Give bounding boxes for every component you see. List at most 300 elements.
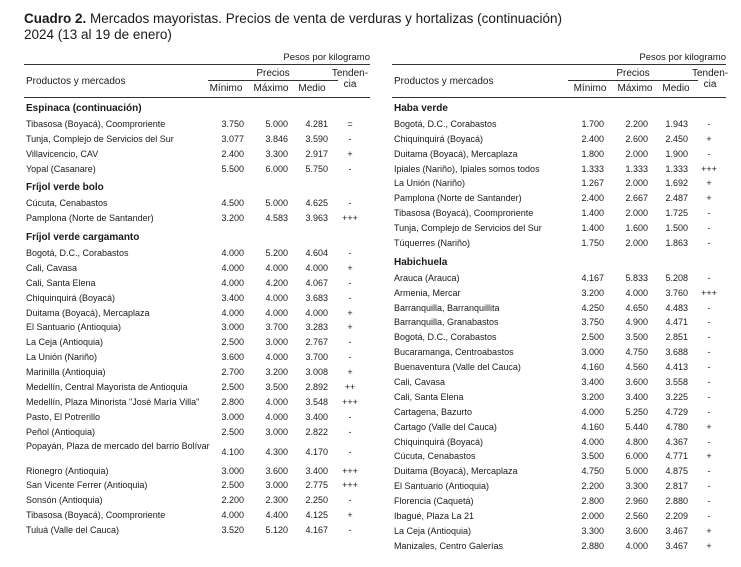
product-section-heading (24, 231, 370, 246)
max-price: 2.000 (625, 178, 648, 189)
trend-indicator: - (707, 118, 711, 129)
table-row (24, 276, 370, 291)
trend-indicator: - (348, 163, 352, 174)
trend-indicator: + (706, 525, 712, 536)
max-price: 3.300 (265, 148, 288, 159)
trend-indicator: + (706, 193, 712, 204)
max-price: 2.960 (625, 496, 648, 507)
avg-price: 3.683 (305, 292, 328, 303)
max-price: 6.000 (265, 163, 288, 174)
avg-price: 4.000 (305, 307, 328, 318)
avg-price: 1.863 (665, 238, 688, 249)
trend-indicator: + (706, 178, 712, 189)
max-price: 4.000 (265, 396, 288, 407)
trend-indicator: - (707, 223, 711, 234)
avg-price: 2.917 (305, 148, 328, 159)
table-row (392, 539, 726, 554)
trend-indicator: + (706, 133, 712, 144)
min-price: 3.200 (221, 213, 244, 224)
trend-indicator: ++ (344, 382, 356, 393)
trend-indicator: - (707, 347, 711, 358)
table-row (24, 132, 370, 147)
product-name: Haba verde (394, 103, 448, 114)
market-name: Barranquilla, Barranquillita (394, 302, 500, 313)
table-row (392, 315, 726, 330)
trend-indicator: +++ (342, 213, 358, 224)
max-price: 1.600 (625, 223, 648, 234)
trend-header (692, 68, 728, 90)
min-price: 4.000 (221, 262, 244, 273)
market-name: Bogotá, D.C., Corabastos (26, 248, 129, 259)
table-row (392, 345, 726, 360)
max-price: 3.000 (265, 426, 288, 437)
max-price: 5.000 (265, 198, 288, 209)
table-row (392, 162, 726, 177)
avg-price: 1.725 (665, 208, 688, 219)
avg-price: 2.767 (305, 337, 328, 348)
trend-indicator: + (347, 510, 353, 521)
table-number: Cuadro 2. (24, 11, 87, 26)
min-price: 1.400 (581, 223, 604, 234)
trend-indicator: - (707, 362, 711, 373)
min-price: 3.077 (221, 133, 244, 144)
min-price: 4.500 (221, 198, 244, 209)
trend-indicator: + (347, 367, 353, 378)
trend-indicator: - (348, 292, 352, 303)
min-price: 1.750 (581, 238, 604, 249)
market-name: Cartago (Valle del Cauca) (394, 421, 497, 432)
trend-indicator: + (347, 322, 353, 333)
max-price: 4.750 (625, 347, 648, 358)
avg-price: 4.729 (665, 406, 688, 417)
table-row (24, 395, 370, 410)
max-price: 3.300 (625, 481, 648, 492)
min-price: 4.000 (221, 510, 244, 521)
table-row (392, 286, 726, 301)
max-price: 4.583 (265, 213, 288, 224)
table-row (24, 147, 370, 162)
table-row (392, 464, 726, 479)
market-name: Medellín, Central Mayorista de Antioquia (26, 382, 188, 393)
table-row (24, 291, 370, 306)
trend-indicator: - (348, 525, 352, 536)
max-price: 5.120 (265, 525, 288, 536)
trend-indicator: - (707, 377, 711, 388)
min-price: 3.500 (581, 451, 604, 462)
trend-indicator: - (348, 352, 352, 363)
max-price: 5.000 (265, 118, 288, 129)
min-price: 2.400 (221, 148, 244, 159)
max-price: 2.600 (625, 133, 648, 144)
trend-indicator: - (348, 446, 352, 457)
market-name: Rionegro (Antioquia) (26, 465, 109, 476)
table-title-text: Mercados mayoristas. Precios de venta de verduras y hortalizas (continuación) (86, 11, 562, 26)
trend-indicator: + (347, 262, 353, 273)
max-price: 3.700 (265, 322, 288, 333)
market-name: Marinilla (Antioquia) (26, 367, 106, 378)
trend-indicator: - (707, 496, 711, 507)
table-row (392, 176, 726, 191)
table-row (24, 117, 370, 132)
avg-price: 4.000 (305, 262, 328, 273)
trend-indicator: - (707, 317, 711, 328)
avg-price: 3.700 (305, 352, 328, 363)
market-name: Popayán, Plaza de mercado del barrio Bolívar (26, 440, 210, 451)
trend-indicator: + (347, 307, 353, 318)
min-price: 4.000 (221, 307, 244, 318)
product-name: Fríjol verde cargamanto (26, 232, 140, 244)
table-row (392, 479, 726, 494)
trend-indicator: +++ (342, 396, 358, 407)
trend-indicator: + (706, 540, 712, 551)
table-row (392, 375, 726, 390)
market-name: Tibasosa (Boyacá), Coomproriente (26, 510, 166, 521)
table-row (24, 523, 370, 538)
trend-indicator: = (347, 118, 353, 129)
market-name: Tibasosa (Boyacá), Coomproriente (26, 118, 166, 129)
min-price: 2.200 (221, 495, 244, 506)
min-price: 2.800 (221, 396, 244, 407)
table-row (24, 162, 370, 177)
min-price: 3.520 (221, 525, 244, 536)
table-row (392, 435, 726, 450)
trend-indicator: - (348, 426, 352, 437)
max-price: 4.000 (625, 287, 648, 298)
avg-price: 4.367 (665, 436, 688, 447)
trend-header-line1: Tenden- (692, 68, 729, 79)
min-price: 2.500 (221, 480, 244, 491)
market-name: Bucaramanga, Centroabastos (394, 347, 514, 358)
market-name: Cali, Cavasa (394, 377, 446, 388)
min-header: Mínimo (573, 83, 607, 94)
avg-price: 2.851 (665, 332, 688, 343)
max-price: 4.300 (265, 446, 288, 457)
min-price: 4.160 (581, 421, 604, 432)
trend-indicator: - (348, 495, 352, 506)
avg-price: 4.067 (305, 277, 328, 288)
market-name: Duitama (Boyacá), Mercaplaza (394, 148, 518, 159)
trend-indicator: - (348, 198, 352, 209)
max-price: 1.333 (625, 163, 648, 174)
max-price: 4.000 (265, 307, 288, 318)
table-row (392, 405, 726, 420)
trend-indicator: + (706, 451, 712, 462)
table-row (24, 410, 370, 425)
min-price: 2.000 (581, 511, 604, 522)
avg-price: 2.487 (665, 193, 688, 204)
min-price: 3.000 (221, 465, 244, 476)
max-price: 2.000 (625, 208, 648, 219)
product-name: Espinaca (continuación) (26, 103, 142, 114)
min-price: 2.500 (581, 332, 604, 343)
min-price: 2.500 (221, 426, 244, 437)
max-header: Máximo (253, 83, 289, 94)
market-name: La Unión (Nariño) (394, 178, 466, 189)
table-row (392, 271, 726, 286)
trend-indicator: +++ (342, 480, 358, 491)
left-rows (24, 102, 370, 538)
min-price: 1.800 (581, 148, 604, 159)
table-row (24, 196, 370, 211)
table-row (24, 380, 370, 395)
market-name: Peñol (Antioquia) (26, 426, 96, 437)
market-name: Buenaventura (Valle del Cauca) (394, 362, 521, 373)
market-name: Barranquilla, Granabastos (394, 317, 499, 328)
trend-indicator: - (348, 248, 352, 259)
avg-price: 4.471 (665, 317, 688, 328)
trend-header (328, 68, 372, 90)
avg-price: 1.692 (665, 178, 688, 189)
trend-indicator: +++ (701, 163, 717, 174)
market-name: Manizales, Centro Galerías (394, 540, 504, 551)
table-row (392, 301, 726, 316)
avg-header: Medio (298, 83, 326, 94)
market-name: Ipiales (Nariño), Ipiales somos todos (394, 163, 540, 174)
min-price: 1.267 (581, 178, 604, 189)
max-price: 5.200 (265, 248, 288, 259)
trend-indicator: +++ (342, 465, 358, 476)
product-name: Habichuela (394, 256, 448, 268)
market-name: Chiquinquirá (Boyacá) (394, 436, 484, 447)
avg-price: 2.250 (305, 495, 328, 506)
avg-price: 3.283 (305, 322, 328, 333)
min-price: 3.000 (221, 322, 244, 333)
table-row (392, 449, 726, 464)
avg-price: 4.167 (305, 525, 328, 536)
max-price: 2.000 (625, 238, 648, 249)
avg-price: 4.170 (305, 446, 328, 457)
max-price: 3.600 (625, 525, 648, 536)
table-row (24, 335, 370, 350)
max-price: 4.000 (265, 352, 288, 363)
min-price: 3.200 (581, 287, 604, 298)
max-price: 5.000 (625, 466, 648, 477)
table-row (392, 132, 726, 147)
trend-indicator: - (707, 272, 711, 283)
avg-price: 1.900 (665, 148, 688, 159)
prices-header: Precios (616, 68, 650, 79)
avg-price: 2.822 (305, 426, 328, 437)
market-name: Duitama (Boyacá), Mercaplaza (26, 307, 150, 318)
trend-indicator: +++ (701, 287, 717, 298)
avg-price: 3.008 (305, 367, 328, 378)
table-row (392, 524, 726, 539)
avg-price: 2.817 (665, 481, 688, 492)
market-name: Pamplona (Norte de Santander) (394, 193, 522, 204)
market-name: La Unión (Nariño) (26, 352, 98, 363)
avg-price: 4.281 (305, 118, 328, 129)
avg-price: 3.225 (665, 391, 688, 402)
min-price: 3.000 (221, 411, 244, 422)
header-bottom-rule (392, 97, 726, 98)
max-price: 2.300 (265, 495, 288, 506)
max-price: 2.560 (625, 511, 648, 522)
max-price: 5.250 (625, 406, 648, 417)
min-price: 2.400 (581, 193, 604, 204)
avg-price: 3.548 (305, 396, 328, 407)
max-price: 2.667 (625, 193, 648, 204)
header-bottom-rule (24, 97, 370, 98)
table-row (392, 206, 726, 221)
table-row (392, 420, 726, 435)
avg-price: 4.780 (665, 421, 688, 432)
trend-indicator: - (707, 481, 711, 492)
max-price: 2.000 (625, 148, 648, 159)
table-row (392, 191, 726, 206)
avg-price: 2.880 (665, 496, 688, 507)
max-price: 3.600 (625, 377, 648, 388)
avg-price: 3.467 (665, 525, 688, 536)
trend-indicator: - (707, 436, 711, 447)
table-row (24, 425, 370, 440)
trend-indicator: - (707, 406, 711, 417)
market-name: Chiquinquirá (Boyacá) (26, 292, 116, 303)
min-price: 4.000 (581, 406, 604, 417)
min-price: 1.400 (581, 208, 604, 219)
avg-price: 3.400 (305, 411, 328, 422)
market-name: Ibagué, Plaza La 21 (394, 511, 475, 522)
min-price: 3.000 (581, 347, 604, 358)
avg-price: 4.875 (665, 466, 688, 477)
min-price: 4.167 (581, 272, 604, 283)
max-header: Máximo (617, 83, 653, 94)
prices-rule (208, 80, 338, 81)
max-price: 4.400 (265, 510, 288, 521)
min-price: 4.100 (221, 446, 244, 457)
header-top-rule (24, 64, 370, 65)
min-price: 4.160 (581, 362, 604, 373)
market-name: Cali, Santa Elena (394, 391, 464, 402)
min-price: 4.000 (221, 248, 244, 259)
table-row (392, 117, 726, 132)
min-price: 3.300 (581, 525, 604, 536)
table-title (24, 11, 724, 43)
avg-price: 5.208 (665, 272, 688, 283)
max-price: 5.833 (625, 272, 648, 283)
market-name: Medellín, Plaza Minorista "José María Villa" (26, 396, 200, 407)
table-row (24, 464, 370, 479)
table-row (24, 211, 370, 226)
min-price: 4.000 (581, 436, 604, 447)
table-row (24, 508, 370, 523)
market-name: Pasto, El Potrerillo (26, 411, 101, 422)
products-header: Productos y mercados (26, 76, 126, 87)
table-row (392, 494, 726, 509)
avg-price: 1.333 (665, 163, 688, 174)
max-price: 3.200 (265, 367, 288, 378)
market-name: Cali, Santa Elena (26, 277, 96, 288)
min-price: 1.700 (581, 118, 604, 129)
avg-price: 1.500 (665, 223, 688, 234)
avg-price: 5.750 (305, 163, 328, 174)
avg-price: 4.483 (665, 302, 688, 313)
avg-price: 4.125 (305, 510, 328, 521)
min-price: 3.750 (581, 317, 604, 328)
table-row (392, 360, 726, 375)
product-section-heading (392, 256, 726, 271)
min-price: 3.600 (221, 352, 244, 363)
max-price: 4.800 (625, 436, 648, 447)
trend-header-line2: cia (703, 79, 717, 90)
table-row (24, 246, 370, 261)
market-name: Yopal (Casanare) (26, 163, 96, 174)
avg-price: 4.771 (665, 451, 688, 462)
table-row (24, 493, 370, 508)
product-name: Fríjol verde bolo (26, 182, 104, 194)
market-name: San Vicente Ferrer (Antioquia) (26, 480, 148, 491)
min-price: 3.200 (581, 391, 604, 402)
trend-indicator: - (707, 238, 711, 249)
max-price: 3.000 (265, 480, 288, 491)
unit-label: Pesos por kilogramo (639, 52, 726, 63)
trend-indicator: - (707, 391, 711, 402)
trend-indicator: - (707, 302, 711, 313)
table-row (392, 147, 726, 162)
market-name: El Santuario (Antioquia) (394, 481, 490, 492)
table-row (392, 221, 726, 236)
min-price: 2.200 (581, 481, 604, 492)
market-name: Bogotá, D.C., Corabastos (394, 332, 497, 343)
avg-price: 4.413 (665, 362, 688, 373)
products-header: Productos y mercados (394, 76, 494, 87)
avg-price: 2.209 (665, 511, 688, 522)
market-name: Sonsón (Antioquia) (26, 495, 103, 506)
table-row (24, 440, 370, 464)
min-price: 2.800 (581, 496, 604, 507)
avg-price: 4.604 (305, 248, 328, 259)
min-price: 2.500 (221, 337, 244, 348)
market-name: Cartagena, Bazurto (394, 406, 473, 417)
trend-header-line2: cia (343, 79, 357, 90)
market-name: Bogotá, D.C., Corabastos (394, 118, 497, 129)
avg-price: 1.943 (665, 118, 688, 129)
avg-header: Medio (662, 83, 690, 94)
table-row (24, 478, 370, 493)
table-row (392, 509, 726, 524)
max-price: 3.600 (265, 465, 288, 476)
max-price: 4.900 (625, 317, 648, 328)
market-name: Tuluá (Valle del Cauca) (26, 525, 120, 536)
avg-price: 3.467 (665, 540, 688, 551)
product-section-heading (392, 102, 726, 117)
trend-indicator: + (347, 148, 353, 159)
max-price: 3.500 (265, 382, 288, 393)
min-price: 4.000 (221, 277, 244, 288)
trend-indicator: - (707, 466, 711, 477)
prices-header: Precios (256, 68, 290, 79)
max-price: 4.200 (265, 277, 288, 288)
max-price: 3.400 (625, 391, 648, 402)
max-price: 3.000 (265, 337, 288, 348)
avg-price: 4.625 (305, 198, 328, 209)
market-name: Chiquinquirá (Boyacá) (394, 133, 484, 144)
market-name: Cali, Cavasa (26, 262, 78, 273)
table-row (24, 350, 370, 365)
min-price: 3.400 (581, 377, 604, 388)
trend-indicator: + (706, 421, 712, 432)
market-name: Pamplona (Norte de Santander) (26, 213, 154, 224)
min-price: 4.250 (581, 302, 604, 313)
max-price: 5.440 (625, 421, 648, 432)
max-price: 2.200 (625, 118, 648, 129)
min-price: 2.400 (581, 133, 604, 144)
avg-price: 2.892 (305, 382, 328, 393)
table-row (392, 236, 726, 251)
trend-indicator: - (348, 337, 352, 348)
avg-price: 2.450 (665, 133, 688, 144)
min-price: 2.700 (221, 367, 244, 378)
market-name: Duitama (Boyacá), Mercaplaza (394, 466, 518, 477)
